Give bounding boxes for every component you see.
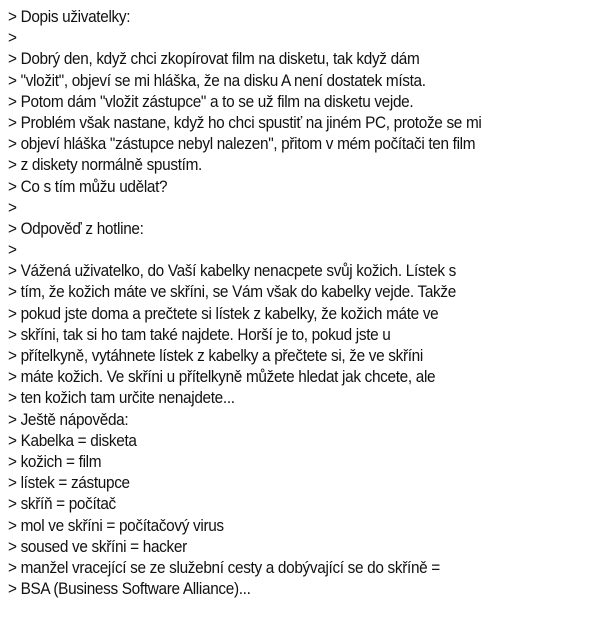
text-line: > BSA (Business Software Alliance)... bbox=[8, 580, 251, 599]
text-line: > Kabelka = disketa bbox=[8, 431, 137, 450]
text-line: > objeví hláška "zástupce nebyl nalezen", přitom v mém počítači ten film bbox=[8, 135, 476, 154]
text-line: > manžel vracející se ze služební cesty a dobývající se do skříně = bbox=[8, 558, 440, 577]
email-quoted-text bbox=[8, 7, 557, 600]
text-line: > pokud jste doma a prečtete si lístek z kabelky, že kožich máte ve bbox=[8, 304, 439, 323]
text-line: > Vážená uživatelko, do Vaší kabelky nenacpete svůj kožich. Lístek s bbox=[8, 262, 457, 281]
text-line: > Odpověď z hotline: bbox=[8, 219, 144, 238]
text-line: > mol ve skříni = počítačový virus bbox=[8, 516, 224, 535]
text-line: > tím, že kožich máte ve skříni, se Vám však do kabelky vejde. Takže bbox=[8, 283, 456, 302]
text-line: > bbox=[8, 241, 17, 260]
text-line: > máte kožich. Ve skříni u přítelkyně můžete hledat jak chcete, ale bbox=[8, 368, 436, 387]
text-line: > kožich = film bbox=[8, 452, 102, 471]
text-line: > skříň = počítač bbox=[8, 495, 116, 514]
text-line: > Co s tím můžu udělat? bbox=[8, 177, 168, 196]
text-line: > Dobrý den, když chci zkopírovat film na disketu, tak když dám bbox=[8, 50, 420, 69]
text-line: > z diskety normálně spustím. bbox=[8, 156, 202, 175]
text-line: > bbox=[8, 198, 17, 217]
text-line: > ten kožich tam určite nenajdete... bbox=[8, 389, 235, 408]
text-line: > "vložit", objeví se mi hláška, že na disku A není dostatek místa. bbox=[8, 71, 426, 90]
text-line: > bbox=[8, 29, 17, 48]
text-line: > lístek = zástupce bbox=[8, 474, 130, 493]
text-line: > Dopis uživatelky: bbox=[8, 8, 131, 26]
text-line: > Potom dám "vložit zástupce" a to se už film na disketu vejde. bbox=[8, 92, 414, 111]
text-line: > Problém však nastane, když ho chci spustiť na jiném PC, protože se mi bbox=[8, 113, 482, 132]
text-line: > Ještě nápověda: bbox=[8, 410, 129, 429]
text-line: > soused ve skříni = hacker bbox=[8, 537, 187, 556]
text-line: > skříni, tak si ho tam také najdete. Horší je to, pokud jste u bbox=[8, 325, 391, 344]
text-line: > přítelkyně, vytáhnete lístek z kabelky a přečtete si, že ve skříni bbox=[8, 347, 423, 365]
